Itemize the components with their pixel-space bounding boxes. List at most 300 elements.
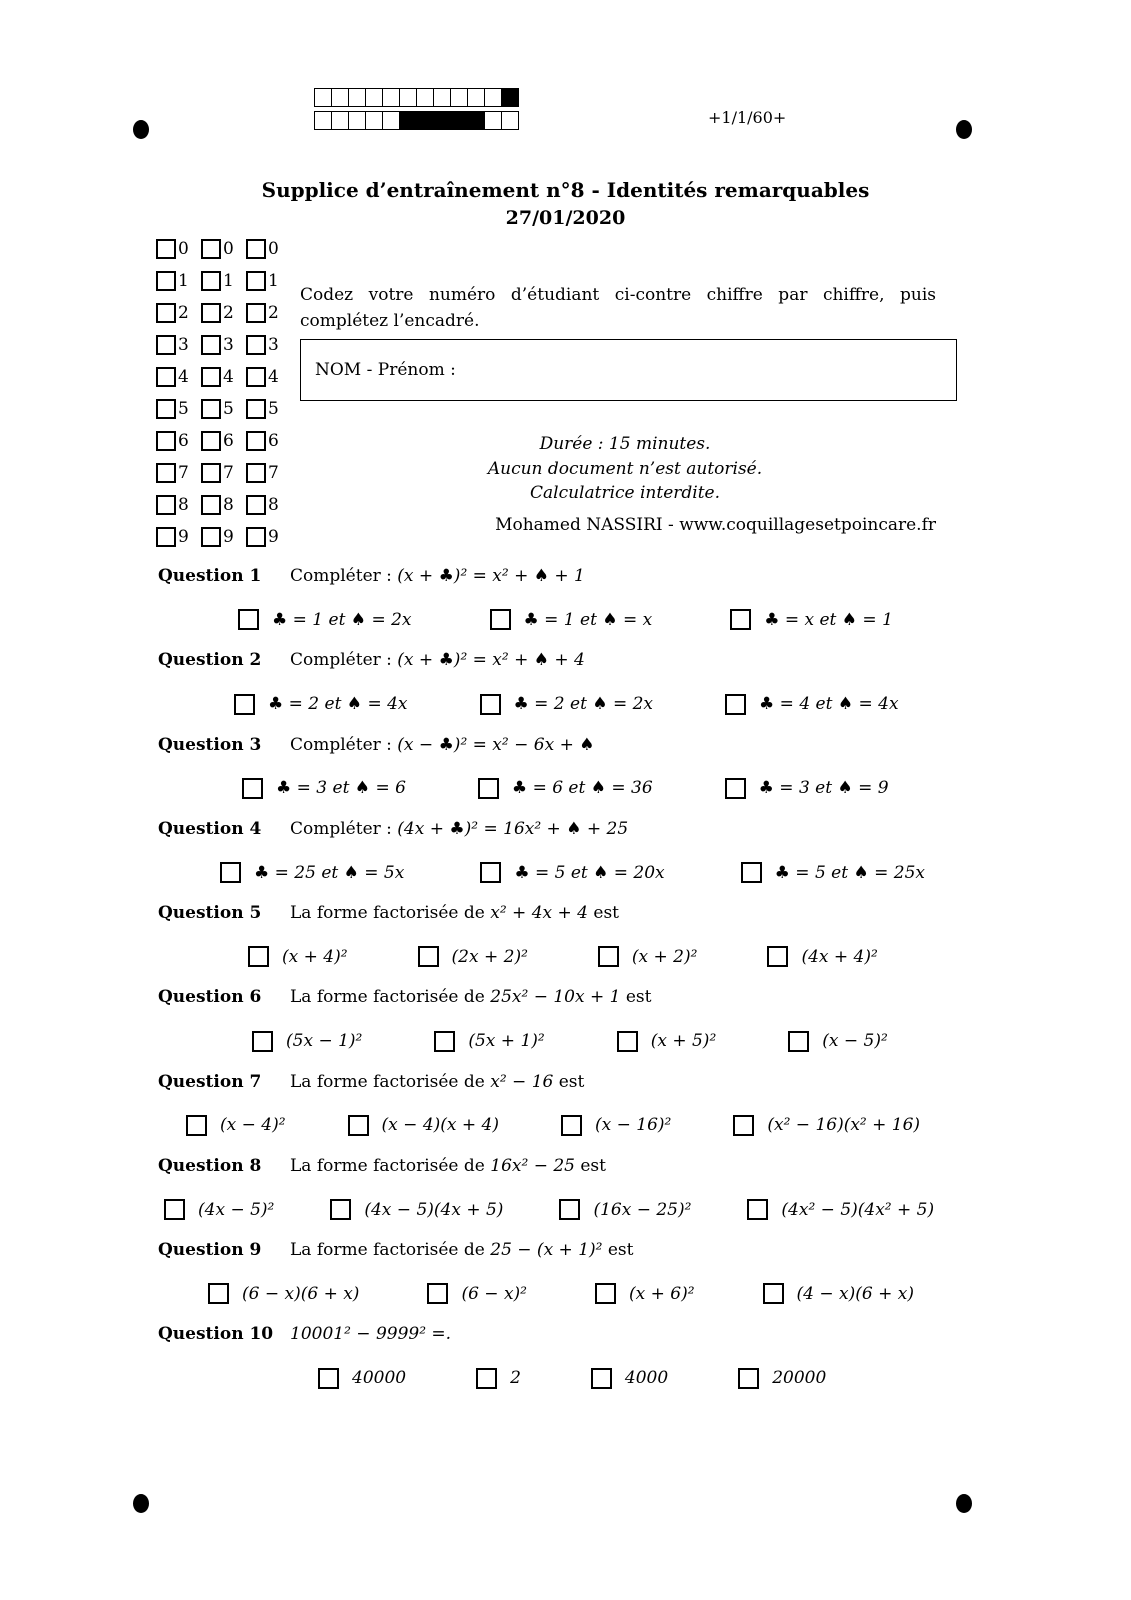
answer-checkbox[interactable] bbox=[490, 609, 511, 630]
answer-checkbox[interactable] bbox=[561, 1115, 582, 1136]
question-prompt bbox=[290, 903, 619, 924]
question-label: Question 9 bbox=[158, 1240, 262, 1260]
digit-label: 4 bbox=[223, 367, 234, 387]
answer-option-label: (4 − x)(6 + x) bbox=[796, 1283, 914, 1304]
digit-label: 0 bbox=[268, 239, 279, 259]
answer-option-label: ♣ = 25 et ♠ = 5x bbox=[254, 862, 405, 883]
question-label: Question 7 bbox=[158, 1071, 262, 1092]
question-line bbox=[158, 1240, 988, 1261]
question-suffix-text: est bbox=[620, 987, 652, 1008]
answer-option-label: ♣ = 5 et ♠ = 25x bbox=[774, 862, 925, 883]
barcode-cell-empty bbox=[433, 88, 451, 107]
question-line bbox=[158, 1156, 988, 1177]
answer-checkbox[interactable] bbox=[208, 1283, 229, 1304]
barcode-cell-empty bbox=[331, 111, 349, 130]
digit-cell-col2-2 bbox=[201, 297, 246, 329]
digit-label: 1 bbox=[178, 271, 189, 291]
answer-option-label: ♣ = 3 et ♠ = 6 bbox=[276, 778, 406, 799]
digit-checkbox[interactable] bbox=[156, 239, 176, 259]
digit-checkbox[interactable] bbox=[156, 399, 176, 419]
answer-option-4 bbox=[788, 1031, 888, 1052]
answer-option-label: (16x − 25)² bbox=[593, 1199, 692, 1220]
answer-checkbox[interactable] bbox=[220, 862, 241, 883]
question-line bbox=[158, 903, 988, 924]
digit-checkbox[interactable] bbox=[246, 431, 266, 451]
answer-checkbox[interactable] bbox=[725, 778, 746, 799]
question-prompt bbox=[290, 566, 585, 587]
question-line bbox=[158, 987, 988, 1008]
digit-checkbox[interactable] bbox=[246, 463, 266, 483]
answer-option-3 bbox=[561, 1115, 671, 1136]
digit-cell-col2-3 bbox=[201, 329, 246, 361]
digit-cell-col1-5 bbox=[156, 393, 201, 425]
answer-option-3 bbox=[595, 1283, 695, 1304]
digit-checkbox[interactable] bbox=[246, 335, 266, 355]
question-line bbox=[158, 735, 988, 756]
answer-option-1 bbox=[242, 778, 406, 799]
answer-option-3 bbox=[559, 1199, 691, 1220]
digit-checkbox[interactable] bbox=[156, 367, 176, 387]
answer-option-1 bbox=[186, 1115, 286, 1136]
digit-cell-col1-6 bbox=[156, 425, 201, 457]
answer-checkbox[interactable] bbox=[480, 862, 501, 883]
answer-row bbox=[158, 1031, 988, 1052]
question-prompt bbox=[290, 1156, 606, 1177]
digit-label: 4 bbox=[178, 367, 189, 387]
digit-cell-col1-1 bbox=[156, 265, 201, 297]
digit-cell-col2-7 bbox=[201, 457, 246, 489]
answer-checkbox[interactable] bbox=[733, 1115, 754, 1136]
barcode-row-1 bbox=[315, 88, 519, 107]
digit-label: 1 bbox=[223, 271, 234, 291]
registration-dot-top-left bbox=[133, 120, 149, 139]
answer-option-4 bbox=[738, 1368, 826, 1389]
barcode-cell-empty bbox=[484, 111, 502, 130]
answer-checkbox[interactable] bbox=[478, 778, 499, 799]
digit-checkbox[interactable] bbox=[201, 527, 221, 547]
answer-checkbox[interactable] bbox=[252, 1031, 273, 1052]
digit-cell-col3-6 bbox=[246, 425, 291, 457]
digit-cell-col2-1 bbox=[201, 265, 246, 297]
question-7 bbox=[158, 1072, 988, 1136]
answer-option-2 bbox=[330, 1199, 503, 1220]
question-suffix-text: est bbox=[574, 1155, 606, 1176]
answer-checkbox[interactable] bbox=[725, 694, 746, 715]
digit-checkbox[interactable] bbox=[246, 527, 266, 547]
answer-option-label: (x − 4)² bbox=[220, 1115, 286, 1136]
question-2 bbox=[158, 650, 988, 714]
answer-option-label: ♣ = 2 et ♠ = 4x bbox=[268, 694, 408, 714]
barcode-cell-empty bbox=[484, 88, 502, 107]
question-intro-text: La forme factorisée de bbox=[290, 1240, 491, 1260]
question-label: Question 6 bbox=[158, 987, 262, 1008]
answer-option-label: (5x + 1)² bbox=[468, 1031, 545, 1051]
digit-label: 3 bbox=[268, 335, 279, 355]
registration-dot-top-right bbox=[956, 120, 972, 139]
digit-cell-col1-0 bbox=[156, 233, 201, 265]
question-math: (x − ♣)² = x² − 6x + ♠ bbox=[397, 734, 595, 755]
barcode-cell-empty bbox=[382, 88, 400, 107]
answer-option-4 bbox=[733, 1115, 920, 1136]
question-9 bbox=[158, 1240, 988, 1304]
digit-label: 0 bbox=[223, 239, 234, 259]
answer-option-2 bbox=[427, 1283, 527, 1304]
student-number-grid bbox=[156, 233, 291, 553]
digit-checkbox[interactable] bbox=[201, 463, 221, 483]
answer-option-3 bbox=[617, 1031, 717, 1052]
barcode-cell-empty bbox=[314, 111, 332, 130]
answer-option-label: (4x + 4)² bbox=[801, 946, 878, 967]
question-prompt bbox=[290, 735, 594, 756]
answer-option-1 bbox=[234, 694, 408, 715]
digit-label: 7 bbox=[268, 463, 279, 483]
digit-label: 1 bbox=[268, 271, 279, 291]
answer-option-label: (5x − 1)² bbox=[286, 1031, 363, 1051]
barcode-cell-filled bbox=[467, 111, 485, 130]
answer-option-label: (x + 6)² bbox=[629, 1283, 695, 1304]
digit-checkbox[interactable] bbox=[201, 367, 221, 387]
digit-label: 6 bbox=[178, 431, 189, 451]
answer-checkbox[interactable] bbox=[763, 1283, 784, 1304]
answer-checkbox[interactable] bbox=[738, 1368, 759, 1389]
question-math: 25 − (x + 1)² bbox=[490, 1240, 603, 1260]
answer-row bbox=[158, 1368, 988, 1389]
question-5 bbox=[158, 903, 988, 967]
barcode-cell-filled bbox=[399, 111, 417, 130]
digit-checkbox[interactable] bbox=[246, 495, 266, 515]
answer-option-label: 20000 bbox=[772, 1368, 827, 1388]
digit-label: 3 bbox=[178, 335, 189, 355]
answer-row bbox=[158, 1115, 988, 1136]
answer-option-3 bbox=[591, 1368, 668, 1389]
answer-row bbox=[158, 1199, 988, 1220]
answer-checkbox[interactable] bbox=[248, 946, 269, 967]
answer-option-3 bbox=[730, 609, 893, 630]
answer-option-1 bbox=[208, 1283, 359, 1304]
answer-option-2 bbox=[418, 946, 528, 967]
answer-option-4 bbox=[763, 1283, 914, 1304]
barcode-cell-empty bbox=[331, 88, 349, 107]
digit-checkbox[interactable] bbox=[156, 431, 176, 451]
answer-option-label: (4x² − 5)(4x² + 5) bbox=[781, 1199, 935, 1220]
digit-cell-col1-4 bbox=[156, 361, 201, 393]
barcode-cell-empty bbox=[365, 88, 383, 107]
question-math: x² − 16 bbox=[490, 1071, 554, 1092]
digit-label: 8 bbox=[178, 495, 189, 515]
digit-cell-col2-9 bbox=[201, 521, 246, 553]
answer-row bbox=[158, 609, 988, 630]
digit-cell-col2-0 bbox=[201, 233, 246, 265]
question-intro-text: La forme factorisée de bbox=[290, 903, 491, 923]
author-line: Mohamed NASSIRI - www.coquillagesetpoincare.fr bbox=[495, 515, 936, 535]
question-math: x² + 4x + 4 bbox=[490, 903, 588, 923]
notice-duration: Durée : 15 minutes. bbox=[539, 434, 711, 454]
question-6 bbox=[158, 987, 988, 1051]
registration-dot-bottom-right bbox=[956, 1494, 972, 1513]
digit-cell-col2-8 bbox=[201, 489, 246, 521]
digit-checkbox[interactable] bbox=[246, 239, 266, 259]
digit-cell-col1-8 bbox=[156, 489, 201, 521]
question-math: (4x + ♣)² = 16x² + ♠ + 25 bbox=[397, 818, 629, 839]
digit-label: 2 bbox=[268, 303, 279, 323]
question-intro-text: Compléter : bbox=[290, 566, 398, 586]
answer-checkbox[interactable] bbox=[617, 1031, 638, 1052]
barcode-cell-filled bbox=[416, 111, 434, 130]
answer-option-2 bbox=[490, 609, 653, 630]
answer-checkbox[interactable] bbox=[427, 1283, 448, 1304]
digit-label: 7 bbox=[178, 463, 189, 483]
answer-option-1 bbox=[238, 609, 412, 630]
answer-option-label: (6 − x)² bbox=[461, 1283, 527, 1304]
amc-barcode bbox=[315, 88, 519, 130]
answer-checkbox[interactable] bbox=[242, 778, 263, 799]
answer-option-3 bbox=[725, 694, 899, 715]
answer-option-label: 4000 bbox=[624, 1368, 669, 1388]
question-math: 25x² − 10x + 1 bbox=[490, 987, 621, 1008]
answer-option-2 bbox=[434, 1031, 544, 1052]
question-prompt bbox=[290, 987, 651, 1008]
answer-option-label: ♣ = 1 et ♠ = 2x bbox=[272, 609, 412, 630]
question-intro-text: Compléter : bbox=[290, 650, 398, 671]
page-title: Supplice d’entraînement n°8 - Identités remarquables bbox=[261, 178, 870, 202]
barcode-cell-empty bbox=[416, 88, 434, 107]
name-box-label: NOM - Prénom : bbox=[315, 360, 456, 380]
digit-checkbox[interactable] bbox=[201, 303, 221, 323]
digit-cell-col2-6 bbox=[201, 425, 246, 457]
barcode-cell-empty bbox=[467, 88, 485, 107]
digit-cell-col1-7 bbox=[156, 457, 201, 489]
answer-option-label: (x + 5)² bbox=[650, 1031, 717, 1051]
question-label: Question 5 bbox=[158, 903, 262, 923]
barcode-cell-empty bbox=[314, 88, 332, 107]
registration-dot-bottom-left bbox=[133, 1494, 149, 1513]
answer-option-label: ♣ = x et ♠ = 1 bbox=[764, 609, 893, 630]
digit-checkbox[interactable] bbox=[156, 495, 176, 515]
digit-checkbox[interactable] bbox=[246, 367, 266, 387]
digit-cell-col3-7 bbox=[246, 457, 291, 489]
digit-cell-col3-9 bbox=[246, 521, 291, 553]
answer-checkbox[interactable] bbox=[559, 1199, 580, 1220]
barcode-cell-empty bbox=[348, 111, 366, 130]
answer-checkbox[interactable] bbox=[238, 609, 259, 630]
digit-checkbox[interactable] bbox=[201, 239, 221, 259]
question-4 bbox=[158, 819, 988, 883]
answer-option-label: (4x − 5)(4x + 5) bbox=[364, 1199, 504, 1220]
barcode-cell-empty bbox=[382, 111, 400, 130]
answer-option-label: (x − 4)(x + 4) bbox=[381, 1115, 499, 1136]
exam-notices bbox=[290, 432, 960, 506]
answer-checkbox[interactable] bbox=[741, 862, 762, 883]
question-math: 10001² − 9999² =. bbox=[290, 1324, 452, 1345]
answer-checkbox[interactable] bbox=[434, 1031, 455, 1052]
answer-option-label: (4x − 5)² bbox=[198, 1199, 275, 1220]
digit-label: 5 bbox=[178, 399, 189, 419]
digit-label: 8 bbox=[223, 495, 234, 515]
digit-checkbox[interactable] bbox=[201, 431, 221, 451]
question-intro-text: La forme factorisée de bbox=[290, 1071, 491, 1092]
question-10 bbox=[158, 1324, 988, 1388]
barcode-cell-filled bbox=[501, 88, 519, 107]
digit-checkbox[interactable] bbox=[201, 335, 221, 355]
digit-label: 6 bbox=[223, 431, 234, 451]
digit-cell-col1-3 bbox=[156, 329, 201, 361]
answer-checkbox[interactable] bbox=[788, 1031, 809, 1052]
answer-checkbox[interactable] bbox=[591, 1368, 612, 1389]
notice-documents: Aucun document n’est autorisé. bbox=[487, 458, 763, 479]
digit-label: 5 bbox=[223, 399, 234, 419]
answer-option-2 bbox=[480, 862, 664, 883]
answer-option-label: (6 − x)(6 + x) bbox=[242, 1283, 360, 1304]
question-prompt bbox=[290, 1324, 451, 1345]
digit-cell-col3-1 bbox=[246, 265, 291, 297]
answer-checkbox[interactable] bbox=[595, 1283, 616, 1304]
answer-option-2 bbox=[476, 1368, 521, 1389]
digit-label: 8 bbox=[268, 495, 279, 515]
question-8 bbox=[158, 1156, 988, 1220]
digit-checkbox[interactable] bbox=[246, 303, 266, 323]
digit-label: 4 bbox=[268, 367, 279, 387]
answer-option-label: (x − 16)² bbox=[595, 1115, 672, 1136]
question-math: (x + ♣)² = x² + ♠ + 4 bbox=[397, 650, 585, 671]
answer-checkbox[interactable] bbox=[767, 946, 788, 967]
digit-label: 9 bbox=[223, 527, 234, 547]
digit-cell-col3-5 bbox=[246, 393, 291, 425]
question-1 bbox=[158, 566, 988, 630]
notice-calculator: Calculatrice interdite. bbox=[529, 483, 721, 504]
question-intro-text: Compléter : bbox=[290, 818, 398, 839]
digit-cell-col3-8 bbox=[246, 489, 291, 521]
barcode-cell-filled bbox=[450, 111, 468, 130]
answer-option-2 bbox=[348, 1115, 499, 1136]
digit-cell-col1-9 bbox=[156, 521, 201, 553]
question-3 bbox=[158, 735, 988, 799]
barcode-row-2 bbox=[315, 111, 519, 130]
answer-option-3 bbox=[741, 862, 925, 883]
digit-cell-col3-0 bbox=[246, 233, 291, 265]
question-label: Question 8 bbox=[158, 1155, 262, 1176]
barcode-cell-empty bbox=[348, 88, 366, 107]
title-block bbox=[0, 178, 1131, 229]
digit-cell-col2-4 bbox=[201, 361, 246, 393]
answer-option-3 bbox=[725, 778, 889, 799]
digit-checkbox[interactable] bbox=[156, 463, 176, 483]
answer-option-4 bbox=[767, 946, 877, 967]
question-suffix-text: est bbox=[587, 903, 620, 923]
question-math: 16x² − 25 bbox=[490, 1155, 575, 1176]
page-marker-code: +1/1/60+ bbox=[708, 108, 787, 127]
digit-checkbox[interactable] bbox=[156, 335, 176, 355]
answer-checkbox[interactable] bbox=[598, 946, 619, 967]
answer-checkbox[interactable] bbox=[186, 1115, 207, 1136]
answer-checkbox[interactable] bbox=[730, 609, 751, 630]
answer-option-1 bbox=[220, 862, 404, 883]
answer-option-label: (x − 5)² bbox=[822, 1031, 888, 1051]
answer-row bbox=[158, 778, 988, 799]
answer-option-1 bbox=[248, 946, 348, 967]
questions bbox=[158, 566, 988, 1409]
digit-label: 2 bbox=[178, 303, 189, 323]
answer-option-label: (2x + 2)² bbox=[451, 946, 528, 967]
answer-checkbox[interactable] bbox=[480, 694, 501, 715]
answer-option-label: ♣ = 3 et ♠ = 9 bbox=[758, 778, 889, 799]
answer-option-label: 2 bbox=[510, 1368, 521, 1388]
question-line bbox=[158, 566, 988, 587]
answer-checkbox[interactable] bbox=[348, 1115, 369, 1136]
answer-row bbox=[158, 862, 988, 883]
question-prompt bbox=[290, 1072, 584, 1093]
question-label: Question 10 bbox=[158, 1324, 274, 1345]
digit-label: 3 bbox=[223, 335, 234, 355]
answer-row bbox=[158, 1283, 988, 1304]
digit-checkbox[interactable] bbox=[156, 271, 176, 291]
question-line bbox=[158, 1072, 988, 1093]
digit-checkbox[interactable] bbox=[246, 271, 266, 291]
digit-checkbox[interactable] bbox=[246, 399, 266, 419]
page-date: 27/01/2020 bbox=[505, 207, 626, 229]
digit-checkbox[interactable] bbox=[201, 399, 221, 419]
answer-checkbox[interactable] bbox=[234, 694, 255, 715]
question-line bbox=[158, 650, 988, 671]
digit-checkbox[interactable] bbox=[201, 271, 221, 291]
digit-cell-col2-5 bbox=[201, 393, 246, 425]
answer-checkbox[interactable] bbox=[418, 946, 439, 967]
barcode-cell-empty bbox=[365, 111, 383, 130]
answer-option-label: ♣ = 4 et ♠ = 4x bbox=[759, 694, 899, 714]
question-line bbox=[158, 1324, 988, 1345]
question-label: Question 1 bbox=[158, 566, 262, 586]
digit-checkbox[interactable] bbox=[201, 495, 221, 515]
question-prompt bbox=[290, 819, 628, 840]
answer-checkbox[interactable] bbox=[318, 1368, 339, 1389]
answer-option-3 bbox=[598, 946, 698, 967]
question-label: Question 3 bbox=[158, 734, 262, 755]
question-suffix-text: est bbox=[553, 1071, 585, 1092]
barcode-cell-empty bbox=[501, 111, 519, 130]
barcode-cell-filled bbox=[433, 111, 451, 130]
digit-label: 9 bbox=[268, 527, 279, 547]
question-prompt bbox=[290, 1240, 634, 1261]
digit-label: 0 bbox=[178, 239, 189, 259]
question-prompt bbox=[290, 650, 585, 671]
digit-cell-col1-2 bbox=[156, 297, 201, 329]
answer-checkbox[interactable] bbox=[164, 1199, 185, 1220]
answer-option-4 bbox=[747, 1199, 934, 1220]
digit-checkbox[interactable] bbox=[156, 527, 176, 547]
digit-label: 6 bbox=[268, 431, 279, 451]
name-box[interactable] bbox=[300, 339, 957, 401]
answer-row bbox=[158, 946, 988, 967]
answer-option-2 bbox=[478, 778, 653, 799]
answer-checkbox[interactable] bbox=[330, 1199, 351, 1220]
coding-instruction: Codez votre numéro d’étudiant ci-contre chiffre par chiffre, puis complétez l’encadré. bbox=[300, 285, 936, 332]
answer-checkbox[interactable] bbox=[747, 1199, 768, 1220]
answer-row bbox=[158, 694, 988, 715]
question-line bbox=[158, 819, 988, 840]
digit-label: 7 bbox=[223, 463, 234, 483]
barcode-cell-empty bbox=[450, 88, 468, 107]
answer-checkbox[interactable] bbox=[476, 1368, 497, 1389]
answer-option-label: ♣ = 1 et ♠ = x bbox=[523, 609, 653, 630]
barcode-cell-empty bbox=[399, 88, 417, 107]
digit-label: 5 bbox=[268, 399, 279, 419]
answer-option-1 bbox=[164, 1199, 274, 1220]
digit-label: 9 bbox=[178, 527, 189, 547]
question-intro-text: Compléter : bbox=[290, 734, 398, 755]
answer-option-1 bbox=[252, 1031, 362, 1052]
question-label: Question 4 bbox=[158, 818, 262, 839]
digit-checkbox[interactable] bbox=[156, 303, 176, 323]
question-intro-text: La forme factorisée de bbox=[290, 987, 491, 1008]
